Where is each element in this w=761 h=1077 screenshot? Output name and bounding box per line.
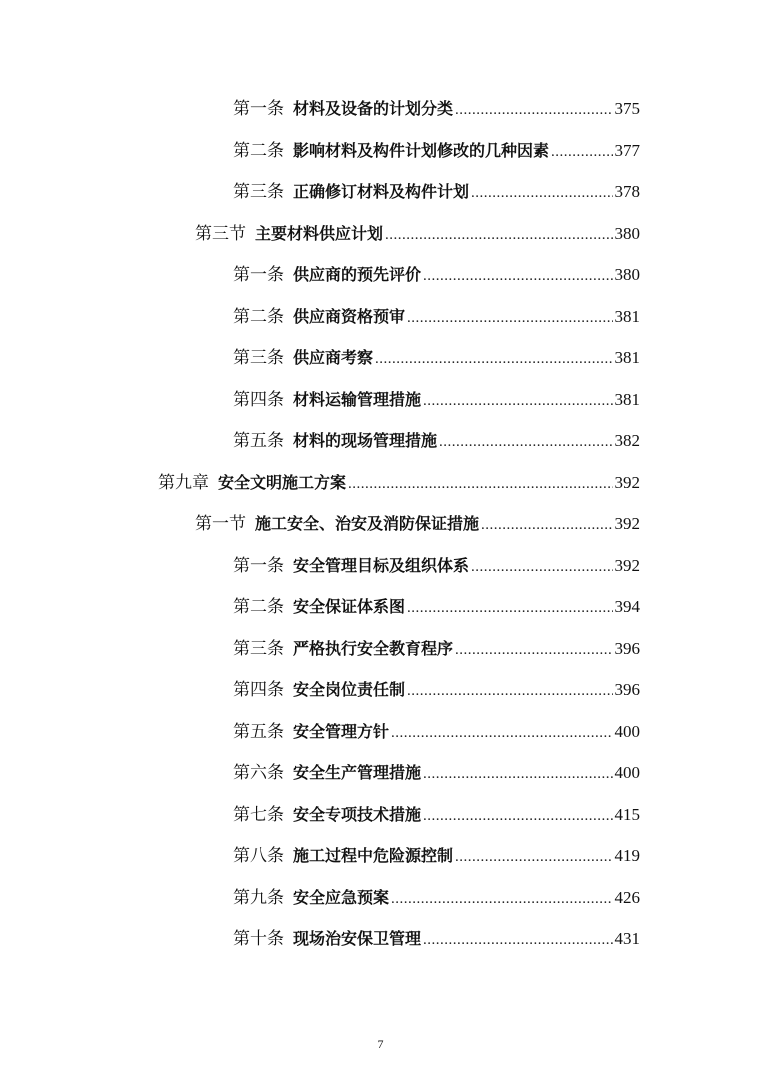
toc-leader-dots bbox=[481, 512, 612, 538]
toc-entry-number: 第一条 bbox=[233, 556, 284, 576]
toc-leader-dots bbox=[439, 429, 612, 455]
toc-entry-number: 第九条 bbox=[233, 888, 284, 908]
toc-entry-number: 第七条 bbox=[233, 805, 284, 825]
toc-leader-dots bbox=[471, 554, 612, 580]
toc-entry-title: 安全管理方针 bbox=[293, 722, 390, 741]
toc-entry[interactable] bbox=[233, 802, 640, 828]
toc-entry[interactable] bbox=[233, 428, 640, 454]
toc-entry[interactable] bbox=[195, 221, 640, 247]
toc-entry-number: 第一节 bbox=[195, 514, 246, 534]
toc-entry-page: 382 bbox=[614, 431, 640, 450]
toc-entry-page: 431 bbox=[614, 929, 640, 948]
toc-entry-page: 392 bbox=[614, 473, 640, 492]
toc-entry-title: 主要材料供应计划 bbox=[255, 224, 384, 243]
toc-entry[interactable] bbox=[233, 553, 640, 579]
toc-leader-dots bbox=[391, 720, 612, 746]
toc-leader-dots bbox=[471, 180, 612, 206]
toc-entry-number: 第五条 bbox=[233, 431, 284, 451]
toc-entry[interactable] bbox=[233, 843, 640, 869]
toc-leader-dots bbox=[423, 388, 612, 414]
toc-leader-dots bbox=[348, 471, 612, 497]
toc-entry-page: 394 bbox=[614, 597, 640, 616]
toc-entry-title: 现场治安保卫管理 bbox=[293, 929, 422, 948]
toc-entry-title: 安全生产管理措施 bbox=[293, 763, 422, 782]
toc-entry[interactable] bbox=[158, 470, 640, 496]
toc-entry-number: 第三节 bbox=[195, 224, 246, 244]
toc-leader-dots bbox=[407, 678, 612, 704]
toc-entry-title: 安全管理目标及组织体系 bbox=[293, 556, 470, 575]
toc-leader-dots bbox=[423, 263, 612, 289]
toc-entry-title: 影响材料及构件计划修改的几种因素 bbox=[293, 141, 550, 160]
toc-entry-title: 材料及设备的计划分类 bbox=[293, 99, 454, 118]
toc-entry[interactable] bbox=[233, 304, 640, 330]
toc-entry[interactable] bbox=[233, 262, 640, 288]
toc-entry-page: 426 bbox=[614, 888, 640, 907]
toc-entry-title: 施工安全、治安及消防保证措施 bbox=[255, 514, 480, 533]
toc-entry[interactable] bbox=[233, 138, 640, 164]
toc-leader-dots bbox=[455, 97, 612, 123]
toc-entry[interactable] bbox=[233, 636, 640, 662]
toc-entry-page: 375 bbox=[614, 99, 640, 118]
toc-entry-number: 第一条 bbox=[233, 99, 284, 119]
toc-entry-title: 安全应急预案 bbox=[293, 888, 390, 907]
toc-leader-dots bbox=[423, 761, 612, 787]
toc-entry-page: 381 bbox=[614, 348, 640, 367]
toc-entry-title: 安全文明施工方案 bbox=[218, 473, 347, 492]
toc-entry-page: 381 bbox=[614, 390, 640, 409]
toc-leader-dots bbox=[407, 305, 612, 331]
toc-entry-number: 第四条 bbox=[233, 390, 284, 410]
toc-entry[interactable] bbox=[195, 511, 640, 537]
toc-entry-page: 392 bbox=[614, 556, 640, 575]
toc-entry-page: 396 bbox=[614, 639, 640, 658]
toc-entry-number: 第二条 bbox=[233, 307, 284, 327]
toc-entry[interactable] bbox=[233, 179, 640, 205]
toc-entry-number: 第八条 bbox=[233, 846, 284, 866]
toc-entry-title: 材料运输管理措施 bbox=[293, 390, 422, 409]
toc-entry-number: 第三条 bbox=[233, 182, 284, 202]
toc-entry-number: 第三条 bbox=[233, 348, 284, 368]
toc-entry[interactable] bbox=[233, 885, 640, 911]
toc-entry-title: 安全岗位责任制 bbox=[293, 680, 406, 699]
toc-leader-dots bbox=[385, 222, 612, 248]
toc-entry-title: 供应商考察 bbox=[293, 348, 374, 367]
toc-entry-page: 377 bbox=[614, 141, 640, 160]
toc-entry[interactable] bbox=[233, 387, 640, 413]
toc-entry[interactable] bbox=[233, 760, 640, 786]
toc-entry-number: 第九章 bbox=[158, 473, 209, 493]
toc-entry-title: 安全保证体系图 bbox=[293, 597, 406, 616]
toc-entry-number: 第十条 bbox=[233, 929, 284, 949]
toc-leader-dots bbox=[455, 844, 612, 870]
toc-entry[interactable] bbox=[233, 677, 640, 703]
toc-entry-page: 400 bbox=[614, 763, 640, 782]
toc-entry-title: 施工过程中危险源控制 bbox=[293, 846, 454, 865]
toc-leader-dots bbox=[423, 927, 612, 953]
toc-entry-page: 380 bbox=[614, 265, 640, 284]
toc-entry-page: 400 bbox=[614, 722, 640, 741]
toc-leader-dots bbox=[375, 346, 612, 372]
toc-entry-number: 第一条 bbox=[233, 265, 284, 285]
toc-entry[interactable] bbox=[233, 345, 640, 371]
toc-entry-title: 严格执行安全教育程序 bbox=[293, 639, 454, 658]
toc-entry-page: 381 bbox=[614, 307, 640, 326]
toc-entry-title: 材料的现场管理措施 bbox=[293, 431, 438, 450]
toc-entry-number: 第二条 bbox=[233, 597, 284, 617]
toc-leader-dots bbox=[391, 886, 612, 912]
toc-entry-number: 第二条 bbox=[233, 141, 284, 161]
toc-entry-page: 378 bbox=[614, 182, 640, 201]
toc-entry-title: 供应商资格预审 bbox=[293, 307, 406, 326]
toc-entry-page: 392 bbox=[614, 514, 640, 533]
toc-leader-dots bbox=[407, 595, 612, 621]
toc-leader-dots bbox=[455, 637, 612, 663]
toc-entry-number: 第五条 bbox=[233, 722, 284, 742]
page-number: 7 bbox=[377, 1037, 384, 1051]
toc-entry-number: 第四条 bbox=[233, 680, 284, 700]
toc-entry-page: 396 bbox=[614, 680, 640, 699]
toc-entry[interactable] bbox=[233, 719, 640, 745]
toc-entry-title: 正确修订材料及构件计划 bbox=[293, 182, 470, 201]
toc-leader-dots bbox=[423, 803, 612, 829]
toc-entry-page: 415 bbox=[614, 805, 640, 824]
toc-entry-page: 419 bbox=[614, 846, 640, 865]
toc-entry-number: 第六条 bbox=[233, 763, 284, 783]
toc-entry[interactable] bbox=[233, 96, 640, 122]
toc-entry[interactable] bbox=[233, 594, 640, 620]
toc-leader-dots bbox=[551, 139, 612, 165]
toc-entry-title: 供应商的预先评价 bbox=[293, 265, 422, 284]
toc-entry[interactable] bbox=[233, 926, 640, 952]
toc-entry-title: 安全专项技术措施 bbox=[293, 805, 422, 824]
toc-entry-number: 第三条 bbox=[233, 639, 284, 659]
toc-entry-page: 380 bbox=[614, 224, 640, 243]
